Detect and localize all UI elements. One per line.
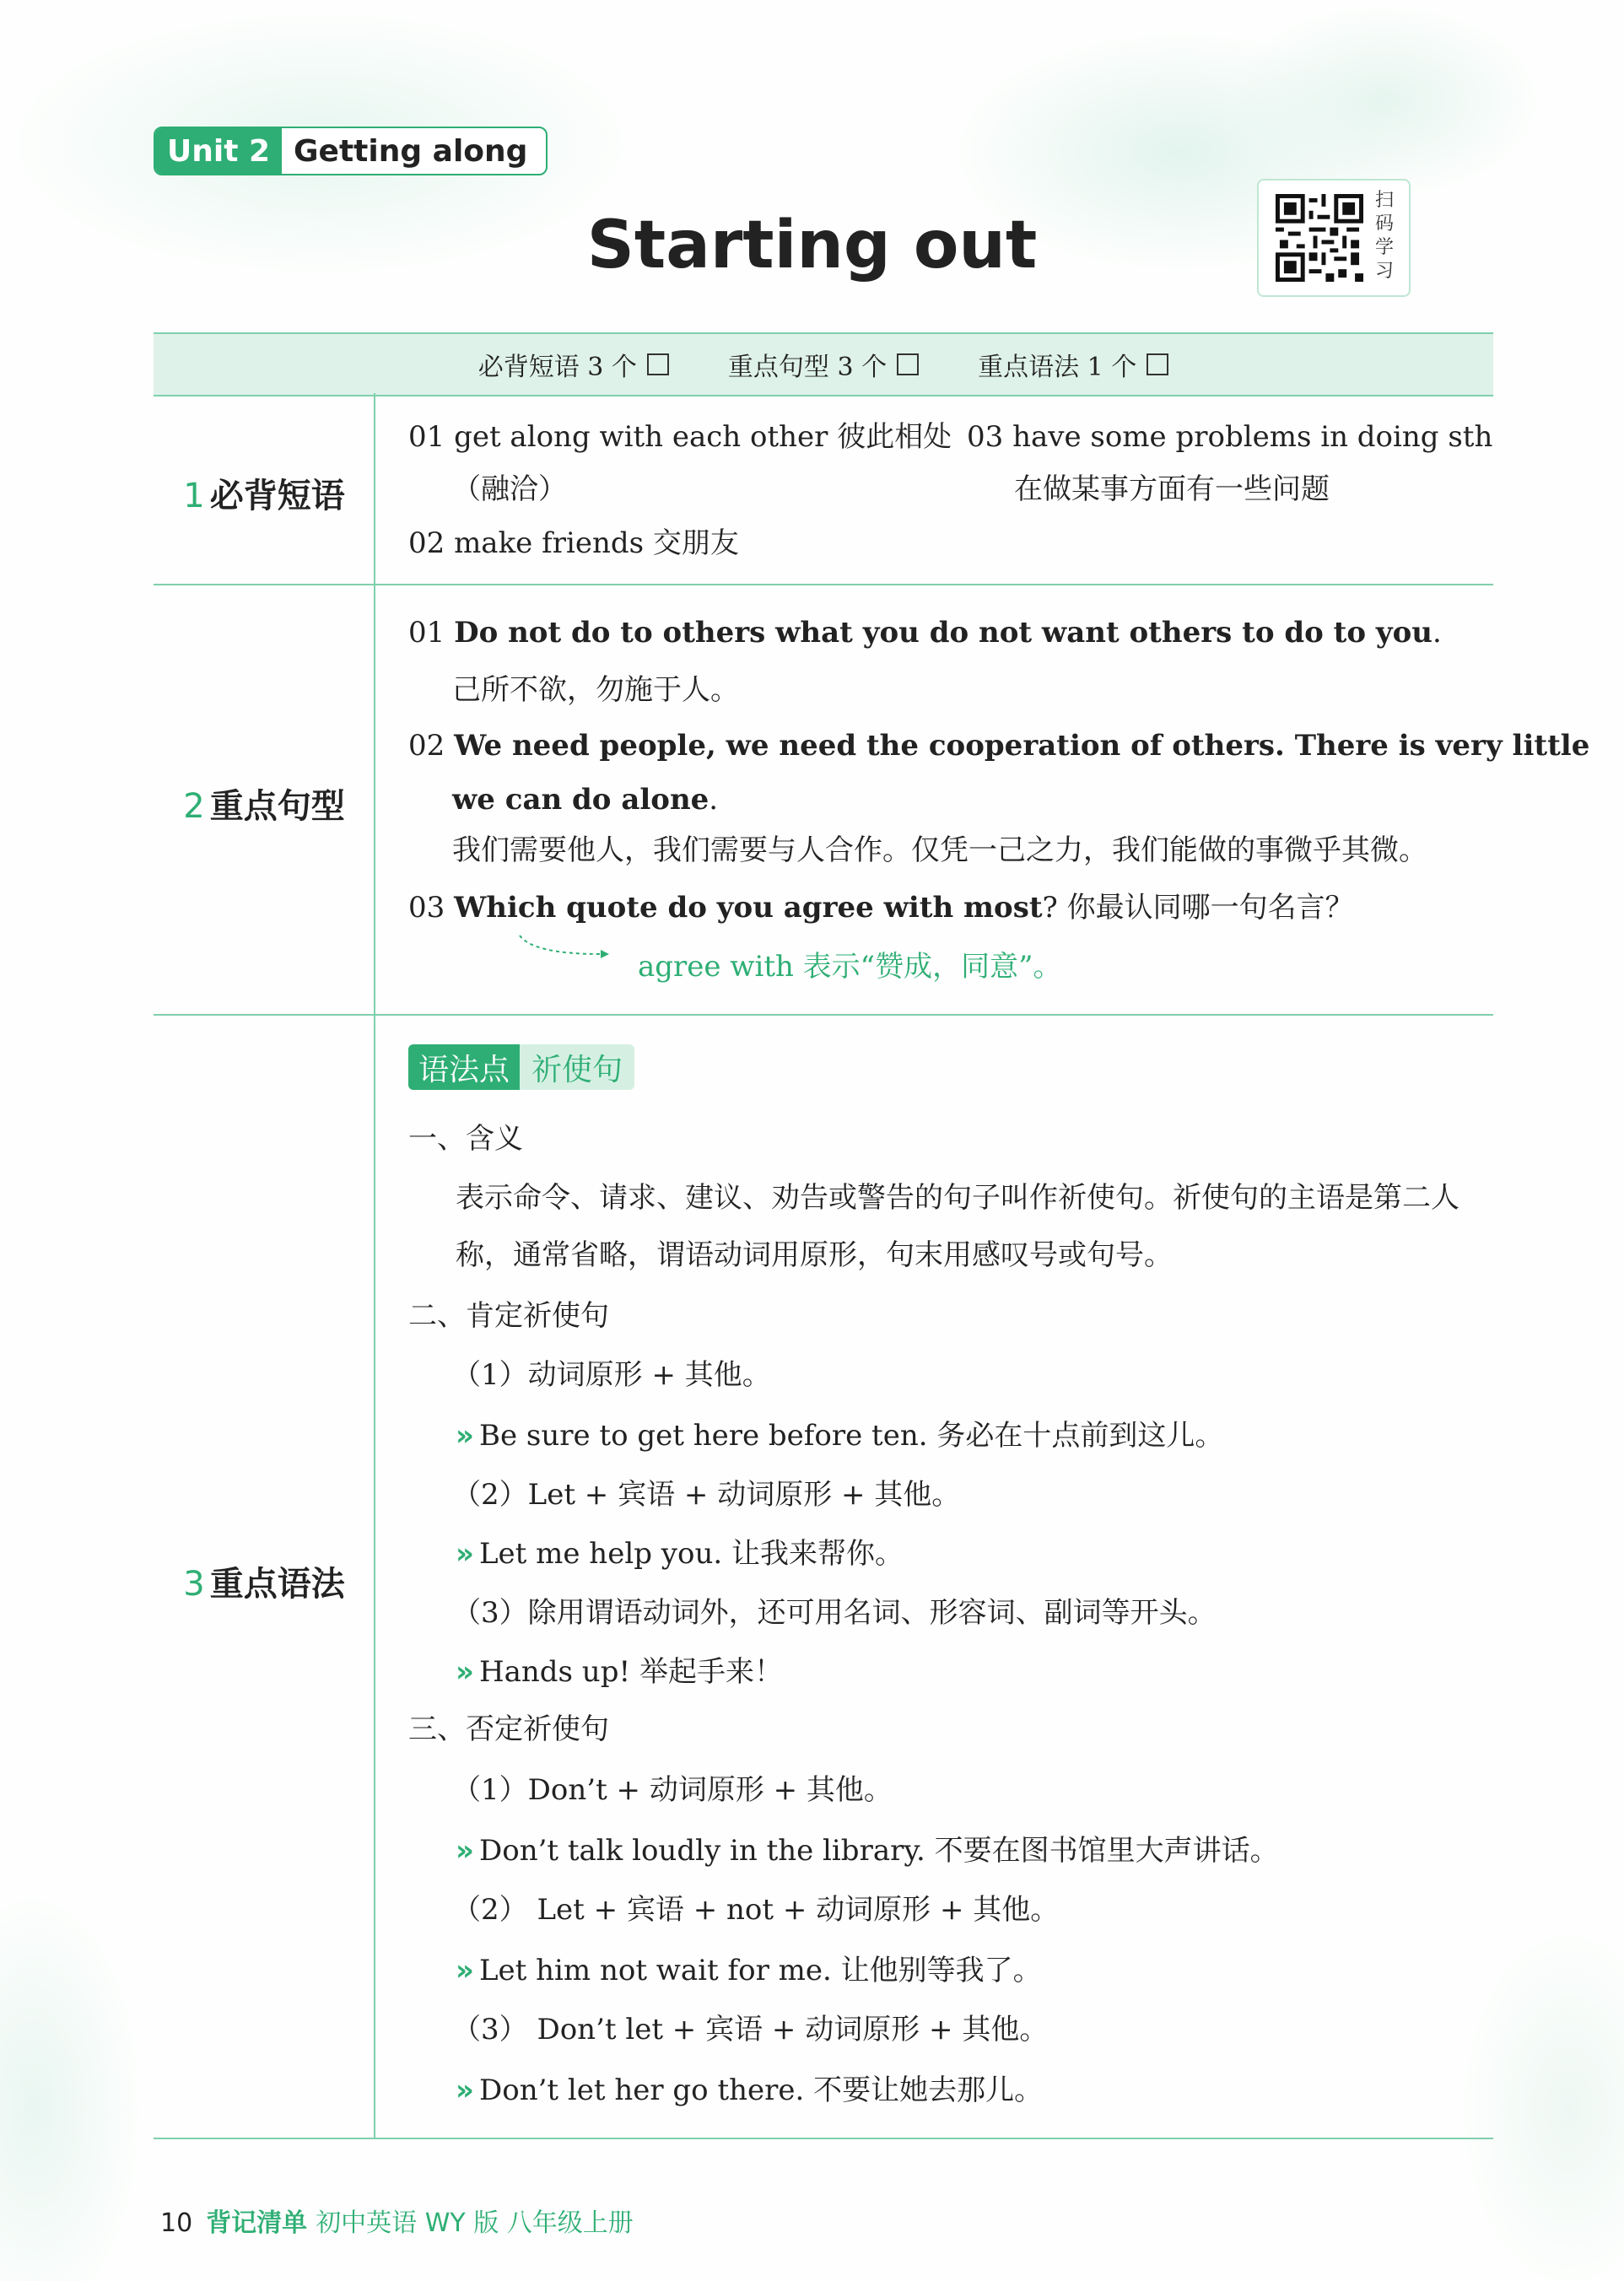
double-chevron-icon: » (456, 1954, 474, 1987)
rule-3: （3）除用谓语动词外，还可用名词、形容词、副词等开头。 (452, 1596, 1217, 1630)
sentence-01-number: 01 (408, 616, 445, 650)
summary-sentences-text: 重点句型 3 个 (727, 353, 888, 382)
section-2-number: 2 (183, 787, 205, 826)
unit-label: Unit 2 (155, 128, 282, 174)
sentence-02-number: 02 (408, 729, 445, 763)
unit-tag (154, 127, 548, 175)
section-3-title: 重点语法 (209, 1565, 345, 1604)
sentence-02-line2 (452, 783, 718, 817)
sentence-02 (408, 729, 1589, 763)
divider (154, 584, 1493, 585)
grammar-heading-2: 二、肯定祈使句 (408, 1299, 609, 1333)
column-divider (374, 393, 375, 2139)
sentence-03 (408, 891, 1354, 925)
sentence-03-number: 03 (408, 891, 445, 925)
section-3-label (154, 1557, 375, 1605)
example-2 (456, 1537, 904, 1571)
checkbox-icon[interactable] (1147, 353, 1168, 375)
phrase-03: 03 have some problems in doing sth (967, 420, 1493, 454)
qr-code-icon[interactable] (1276, 194, 1363, 282)
period: . (1432, 616, 1442, 650)
rule-6: （3） Don’t let + 宾语 + 动词原形 + 其他。 (452, 2013, 1049, 2046)
unit-title: Getting along (294, 133, 528, 169)
phrase-01: 01 get along with each other 彼此相处 (408, 420, 952, 454)
checkbox-icon[interactable] (647, 353, 669, 375)
grammar-tag-topic: 祈使句 (520, 1044, 634, 1090)
sentence-01-translation: 己所不欲，勿施于人。 (452, 673, 739, 707)
sentence-01 (408, 616, 1442, 650)
qr-caption: 扫码学习 (1375, 190, 1395, 282)
summary-grammar-text: 重点语法 1 个 (978, 353, 1137, 382)
divider (154, 1014, 1493, 1016)
summary-bar (154, 332, 1493, 396)
rule-4: （1）Don’t + 动词原形 + 其他。 (452, 1773, 893, 1807)
double-chevron-icon: » (456, 1655, 474, 1689)
example-4-text: Don’t talk loudly in the library. 不要在图书馆里大声讲话。 (478, 1834, 1279, 1868)
sentence-03-translation: ? 你最认同哪一句名言？ (1042, 891, 1354, 925)
phrase-02: 02 make friends 交朋友 (408, 526, 739, 560)
example-1-text: Be sure to get here before ten. 务必在十点前到这儿。 (478, 1419, 1224, 1453)
grammar-definition-line1: 表示命令、请求、建议、劝告或警告的句子叫作祈使句。祈使句的主语是第二人 (456, 1181, 1459, 1215)
sentence-03-english: Which quote do you agree with most (454, 891, 1043, 925)
section-1-label (154, 469, 375, 517)
sentence-02-english-line2: we can do alone (452, 783, 709, 817)
sentence-02-translation: 我们需要他人，我们需要与人合作。仅凭一己之力，我们能做的事微乎其微。 (452, 833, 1427, 867)
page-title: Starting out (586, 208, 1038, 283)
example-6-text: Don’t let her go there. 不要让她去那儿。 (478, 2073, 1044, 2107)
divider (154, 2138, 1493, 2139)
section-1-number: 1 (183, 477, 205, 515)
qr-code-block[interactable] (1257, 179, 1411, 297)
summary-sentences (728, 346, 919, 383)
section-3-number: 3 (183, 1565, 205, 1604)
sentence-03-note: agree with 表示“赞成，同意”。 (638, 950, 1062, 984)
example-5-text: Let him not wait for me. 让他别等我了。 (478, 1954, 1042, 1987)
example-4 (456, 1834, 1279, 1868)
summary-phrases-text: 必背短语 3 个 (477, 353, 637, 382)
grammar-heading-1: 一、含义 (408, 1122, 523, 1156)
example-6 (456, 2073, 1043, 2107)
book-subtitle: 初中英语 WY 版 八年级上册 (316, 2208, 634, 2238)
sentence-01-english: Do not do to others what you do not want others to do to you (454, 616, 1432, 650)
section-1-title: 必背短语 (209, 477, 345, 515)
example-5 (456, 1954, 1042, 1987)
example-3-text: Hands up! 举起手来！ (478, 1655, 783, 1689)
section-2-title: 重点句型 (209, 787, 345, 826)
period: . (709, 783, 719, 817)
grammar-tag (408, 1044, 634, 1090)
example-2-text: Let me help you. 让我来帮你。 (478, 1537, 904, 1571)
example-3 (456, 1655, 783, 1689)
phrase-01-note: （融洽） (452, 472, 567, 506)
summary-phrases (478, 346, 669, 383)
dashed-arrow-icon (516, 932, 609, 963)
double-chevron-icon: » (456, 1419, 474, 1453)
double-chevron-icon: » (456, 1537, 474, 1571)
phrase-03-translation: 在做某事方面有一些问题 (1014, 472, 1330, 506)
example-1 (456, 1419, 1223, 1453)
section-2-label (154, 779, 375, 828)
book-title: 背记清单 (206, 2208, 308, 2238)
grammar-definition-line2: 称，通常省略，谓语动词用原形，句末用感叹号或句号。 (456, 1238, 1173, 1272)
footer (160, 2202, 634, 2239)
rule-1: （1）动词原形 + 其他。 (452, 1358, 771, 1392)
double-chevron-icon: » (456, 2073, 474, 2107)
grammar-heading-3: 三、否定祈使句 (408, 1712, 609, 1746)
grammar-tag-label: 语法点 (408, 1044, 520, 1090)
rule-2: （2）Let + 宾语 + 动词原形 + 其他。 (452, 1478, 961, 1512)
page-number: 10 (160, 2208, 193, 2238)
rule-5: （2） Let + 宾语 + not + 动词原形 + 其他。 (452, 1893, 1060, 1927)
checkbox-icon[interactable] (897, 353, 919, 375)
summary-grammar (978, 346, 1168, 383)
sentence-02-english-line1: We need people, we need the cooperation of others. There is very little (454, 729, 1590, 763)
double-chevron-icon: » (456, 1834, 474, 1868)
